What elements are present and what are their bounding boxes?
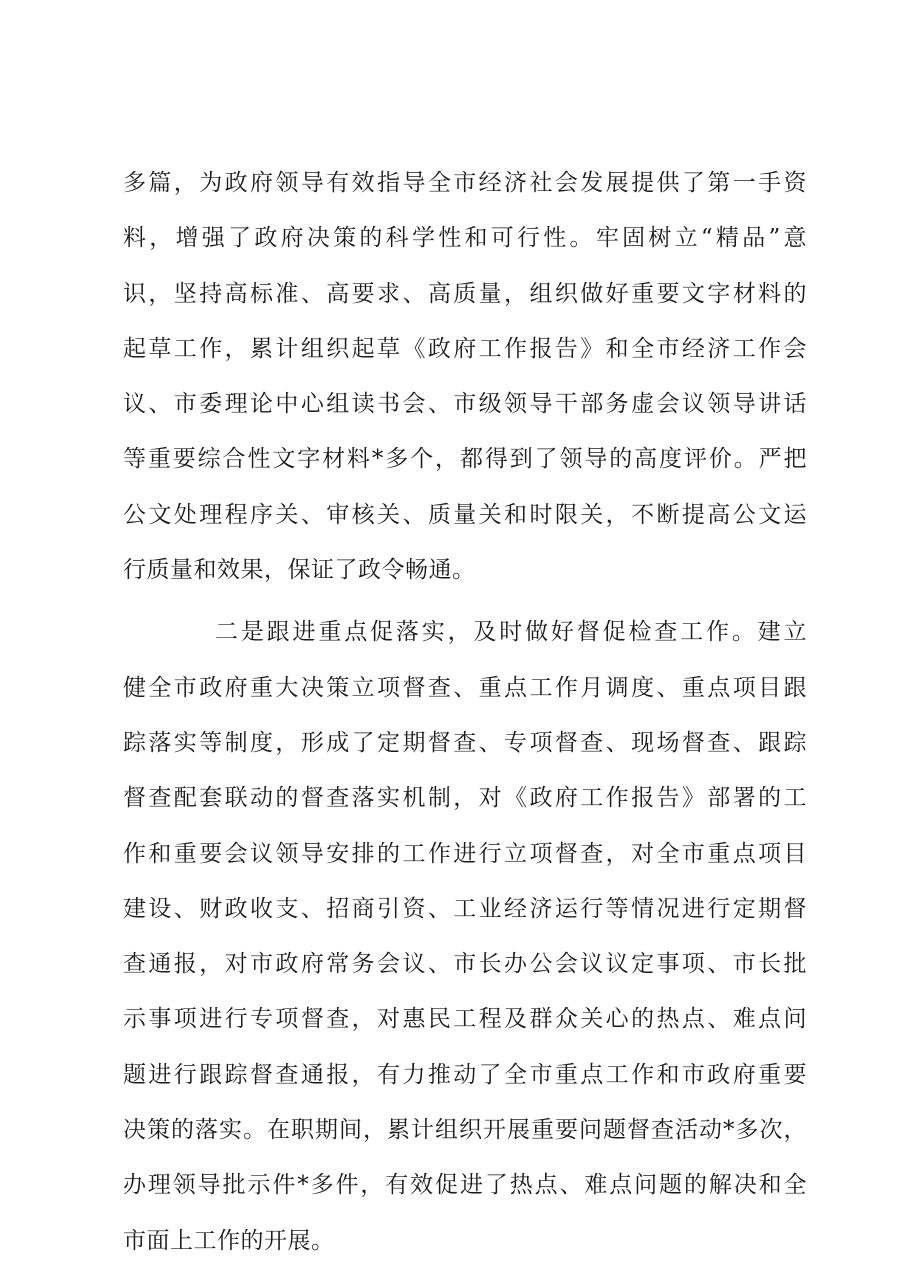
paragraph-line: 二是跟进重点促落实，及时做好督促检查工作。建立 bbox=[215, 619, 807, 646]
paragraph-gap bbox=[123, 598, 807, 605]
paragraph-line: 查通报，对市政府常务会议、市长办公会议议定事项、市长批 bbox=[123, 951, 807, 978]
paragraph-line: 作和重要会议领导安排的工作进行立项督查，对全市重点项目 bbox=[123, 840, 807, 867]
paragraph-line: 办理领导批示件*多件，有效促进了热点、难点问题的解决和全 bbox=[123, 1172, 807, 1199]
paragraph-line: 踪落实等制度，形成了定期督查、专项督查、现场督查、跟踪 bbox=[123, 729, 807, 756]
paragraph-line: 等重要综合性文字材料*多个，都得到了领导的高度评价。严把 bbox=[123, 446, 807, 473]
paragraph-line: 健全市政府重大决策立项督查、重点工作月调度、重点项目跟 bbox=[123, 674, 807, 701]
paragraph-line: 起草工作，累计组织起草《政府工作报告》和全市经济工作会 bbox=[123, 335, 807, 362]
paragraph-line: 料，增强了政府决策的科学性和可行性。牢固树立“精品”意 bbox=[123, 225, 807, 252]
paragraph-line: 识，坚持高标准、高要求、高质量，组织做好重要文字材料的 bbox=[123, 280, 807, 307]
paragraph-line: 议、市委理论中心组读书会、市级领导干部务虚会议领导讲话 bbox=[123, 391, 807, 418]
paragraph-line: 题进行跟踪督查通报，有力推动了全市重点工作和市政府重要 bbox=[123, 1061, 807, 1088]
paragraph-line: 行质量和效果，保证了政令畅通。 bbox=[123, 557, 476, 584]
paragraph-2 bbox=[123, 605, 807, 1269]
paragraph-1 bbox=[123, 156, 807, 598]
paragraph-line: 督查配套联动的督查落实机制，对《政府工作报告》部署的工 bbox=[123, 785, 807, 812]
paragraph-line: 多篇，为政府领导有效指导全市经济社会发展提供了第一手资 bbox=[123, 170, 807, 196]
paragraph-line: 示事项进行专项督查，对惠民工程及群众关心的热点、难点问 bbox=[123, 1006, 807, 1033]
document-body bbox=[123, 156, 807, 1269]
paragraph-line: 公文处理程序关、审核关、质量关和时限关，不断提高公文运 bbox=[123, 501, 807, 528]
paragraph-line: 建设、财政收支、招商引资、工业经济运行等情况进行定期督 bbox=[123, 895, 807, 922]
paragraph-line: 市面上工作的开展。 bbox=[123, 1227, 335, 1254]
paragraph-line: 决策的落实。在职期间，累计组织开展重要问题督查活动*多次， bbox=[123, 1117, 807, 1144]
